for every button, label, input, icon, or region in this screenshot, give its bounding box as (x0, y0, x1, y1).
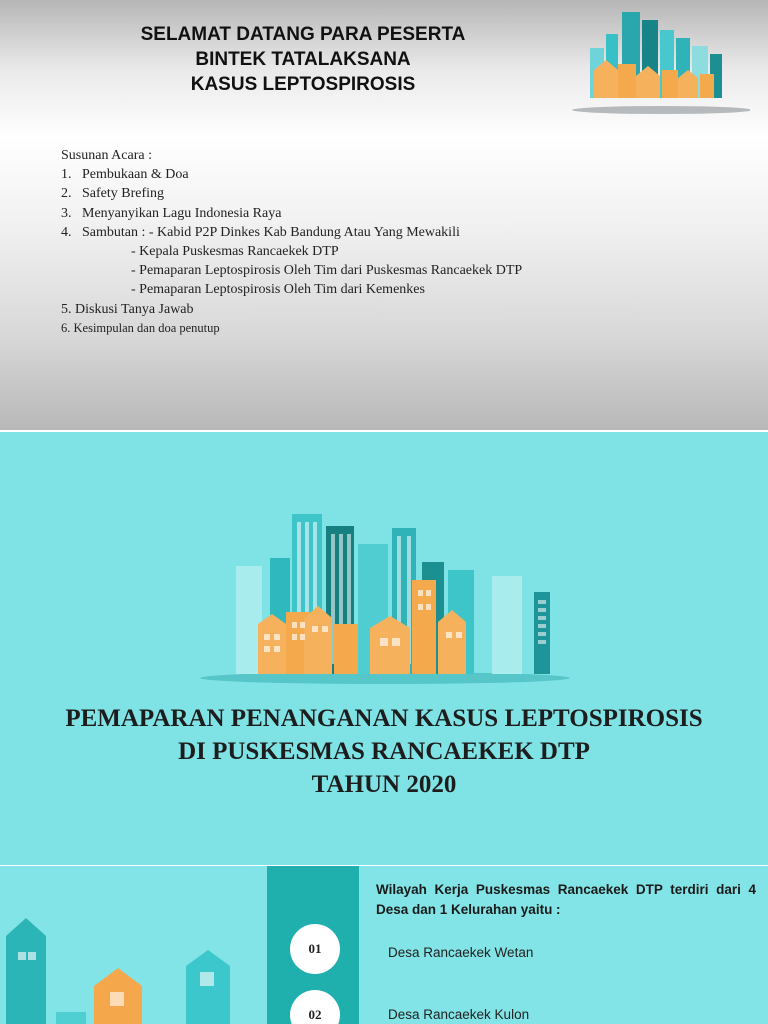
welcome-slide (0, 0, 768, 430)
agenda-heading: Susunan Acara : (61, 148, 152, 163)
agenda-item-text: Sambutan : - Kabid P2P Dinkes Kab Bandung Atau Yang Mewakili (82, 224, 460, 240)
welcome-title-line-3: KASUS LEPTOSPIROSIS (190, 74, 416, 95)
welcome-title-line-1: SELAMAT DATANG PARA PESERTA (140, 24, 466, 45)
number-badge-01: 01 (290, 924, 340, 974)
city-skyline-icon (200, 506, 570, 716)
work-area-slide (0, 866, 768, 1024)
agenda-item-6: 6. Kesimpulan dan doa penutup (61, 320, 220, 335)
agenda-sub-item: - Pemaparan Leptospirosis Oleh Tim dari Kemenkes (131, 282, 425, 298)
title-slide (0, 432, 768, 865)
welcome-title-line-2: BINTEK TATALAKSANA (195, 49, 411, 70)
agenda-item (61, 223, 621, 242)
agenda-item (61, 204, 621, 223)
village-name-02: Desa Rancaekek Kulon (388, 1007, 530, 1022)
presentation-title (0, 702, 768, 801)
agenda-sub-item: - Kepala Puskesmas Rancaekek DTP (131, 244, 339, 260)
agenda-item-number: 1. (61, 167, 72, 183)
agenda-item-text: Pembukaan & Doa (82, 167, 189, 183)
agenda-item (61, 184, 621, 203)
agenda-item-5: 5. Diskusi Tanya Jawab (61, 301, 194, 317)
presentation-title-line-3: TAHUN 2020 (311, 771, 457, 798)
welcome-title (60, 22, 546, 97)
agenda-item-number: 3. (61, 205, 72, 221)
agenda-item-text: Safety Brefing (82, 186, 165, 202)
village-name-01: Desa Rancaekek Wetan (388, 945, 534, 960)
presentation-title-line-1: PEMAPARAN PENANGANAN KASUS LEPTOSPIROSIS (65, 705, 703, 732)
agenda-item-number: 4. (61, 224, 72, 240)
agenda-item-text: Menyanyikan Lagu Indonesia Raya (82, 205, 282, 221)
agenda (61, 146, 621, 338)
agenda-item-number: 2. (61, 186, 72, 202)
number-badge-02: 02 (290, 990, 340, 1024)
agenda-item (61, 165, 621, 184)
agenda-sub-item: - Pemaparan Leptospirosis Oleh Tim dari Puskesmas Rancaekek DTP (131, 263, 523, 279)
work-area-intro: Wilayah Kerja Puskesmas Rancaekek DTP terdiri dari 4 Desa dan 1 Kelurahan yaitu : (376, 882, 756, 917)
city-skyline-icon (570, 8, 750, 118)
houses-illustration-icon (0, 906, 267, 1024)
presentation-title-line-2: DI PUSKESMAS RANCAEKEK DTP (178, 738, 590, 765)
